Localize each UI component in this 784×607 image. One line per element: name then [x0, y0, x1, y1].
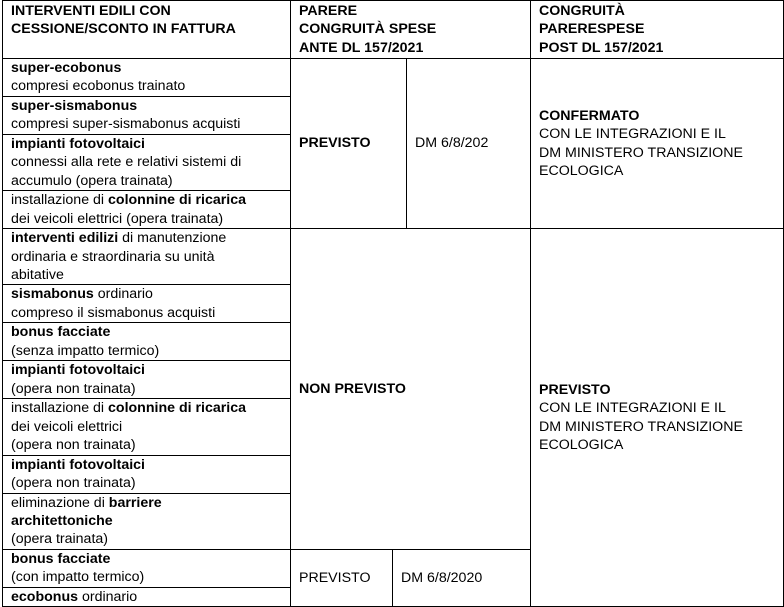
intervention-title: bonus facciate — [11, 550, 111, 567]
post-note-line3: ECOLOGICA — [539, 163, 624, 180]
intervention-cell — [3, 455, 291, 493]
header-post-line1: CONGRUITÀ — [539, 3, 625, 19]
post-note-line3: ECOLOGICA — [539, 437, 624, 454]
intervention-title: barriere — [108, 494, 162, 511]
intervention-cell — [3, 493, 291, 549]
post-note-line1: CON LE INTEGRAZIONI E IL — [539, 126, 726, 143]
header-post-line3: POST DL 157/2021 — [539, 39, 664, 56]
congruity-table — [2, 0, 784, 607]
post-status-confermato: CONFERMATO — [539, 107, 640, 124]
intervention-cell — [3, 97, 291, 135]
header-row — [3, 1, 784, 59]
ante-status-non-previsto: NON PREVISTO — [299, 380, 406, 397]
ante-reference-dm: DM 6/8/202 — [415, 135, 489, 152]
intervention-title: impianti fotovoltaici — [11, 362, 145, 379]
intervention-title: impianti fotovoltaici — [11, 456, 145, 473]
post-status-cell — [531, 229, 784, 607]
header-ante-line2: CONGRUITÀ SPESE — [299, 21, 437, 38]
intervention-detail: dei veicoli elettrici (opera trainata) — [11, 210, 224, 227]
intervention-title: super-ecobonus — [11, 60, 122, 76]
ante-reference-cell — [393, 549, 531, 606]
intervention-detail: compresi ecobonus trainato — [11, 78, 186, 95]
intervention-title-cont: architettoniche — [11, 513, 113, 530]
header-congruita-post — [531, 1, 784, 59]
intervention-detail: accumulo (opera trainata) — [11, 172, 173, 189]
ante-status-cell — [291, 549, 393, 606]
intervention-cell — [3, 323, 291, 361]
intervention-title: colonnine di ricarica — [108, 192, 246, 209]
post-note-line1: CON LE INTEGRAZIONI E IL — [539, 400, 726, 417]
header-interventi-line2: CESSIONE/SCONTO IN FATTURA — [11, 21, 236, 38]
intervention-detail: connessi alla rete e relativi sistemi di — [11, 154, 242, 171]
intervention-detail: abitative — [11, 267, 64, 284]
intervention-cell — [3, 135, 291, 191]
header-ante-line3: ANTE DL 157/2021 — [299, 39, 424, 56]
intervention-suffix: ordinario — [78, 588, 138, 605]
ante-reference-cell — [407, 59, 531, 229]
header-parere-ante — [291, 1, 531, 59]
post-status-previsto: PREVISTO — [539, 381, 611, 398]
intervention-cell — [3, 59, 291, 97]
intervention-cell — [3, 549, 291, 587]
post-note-line2: DM MINISTERO TRANSIZIONE — [539, 144, 743, 161]
header-post-line2: PARERESPESE — [539, 21, 645, 38]
intervention-detail: (senza impatto termico) — [11, 342, 160, 359]
ante-status-previsto: PREVISTO — [299, 569, 371, 586]
ante-status-previsto: PREVISTO — [299, 135, 371, 152]
intervention-detail: (opera trainata) — [11, 531, 108, 548]
intervention-title: colonnine di ricarica — [108, 400, 246, 417]
intervention-prefix: eliminazione di — [11, 494, 109, 511]
intervention-cell — [3, 361, 291, 399]
intervention-title: interventi edilizi — [11, 230, 119, 247]
intervention-suffix: ordinario — [93, 286, 153, 303]
intervention-suffix: di manutenzione — [118, 230, 227, 247]
post-note-line2: DM MINISTERO TRANSIZIONE — [539, 418, 743, 435]
header-interventi — [3, 1, 291, 59]
intervention-detail: (opera non trainata) — [11, 380, 136, 397]
ante-reference-dm: DM 6/8/2020 — [401, 569, 483, 586]
intervention-title: sismabonus — [11, 286, 94, 303]
intervention-cell — [3, 399, 291, 455]
ante-status-cell — [291, 59, 407, 229]
intervention-title: bonus facciate — [11, 324, 111, 341]
intervention-title: super-sismabonus — [11, 98, 138, 114]
header-interventi-line1: INTERVENTI EDILI CON — [11, 3, 171, 19]
header-ante-line1: PARERE — [299, 3, 358, 19]
intervention-title: ecobonus — [11, 588, 79, 605]
table-row — [3, 59, 784, 97]
intervention-detail: (opera non trainata) — [11, 475, 136, 492]
intervention-detail: compresi super-sismabonus acquisti — [11, 116, 241, 133]
post-status-cell — [531, 59, 784, 229]
intervention-detail: ordinaria e straordinaria su unità — [11, 248, 215, 265]
table-row — [3, 229, 784, 285]
intervention-prefix: installazione di — [11, 400, 109, 417]
intervention-title: impianti fotovoltaici — [11, 136, 145, 152]
intervention-cell — [3, 191, 291, 229]
intervention-detail: dei veicoli elettrici — [11, 418, 123, 435]
intervention-cell — [3, 229, 291, 285]
intervention-cell — [3, 587, 291, 606]
intervention-cell — [3, 285, 291, 323]
intervention-detail: (con impatto termico) — [11, 569, 145, 586]
ante-status-cell — [291, 229, 531, 550]
intervention-prefix: installazione di — [11, 192, 109, 209]
intervention-detail: compreso il sismabonus acquisti — [11, 304, 216, 321]
intervention-detail: (opera non trainata) — [11, 437, 136, 454]
